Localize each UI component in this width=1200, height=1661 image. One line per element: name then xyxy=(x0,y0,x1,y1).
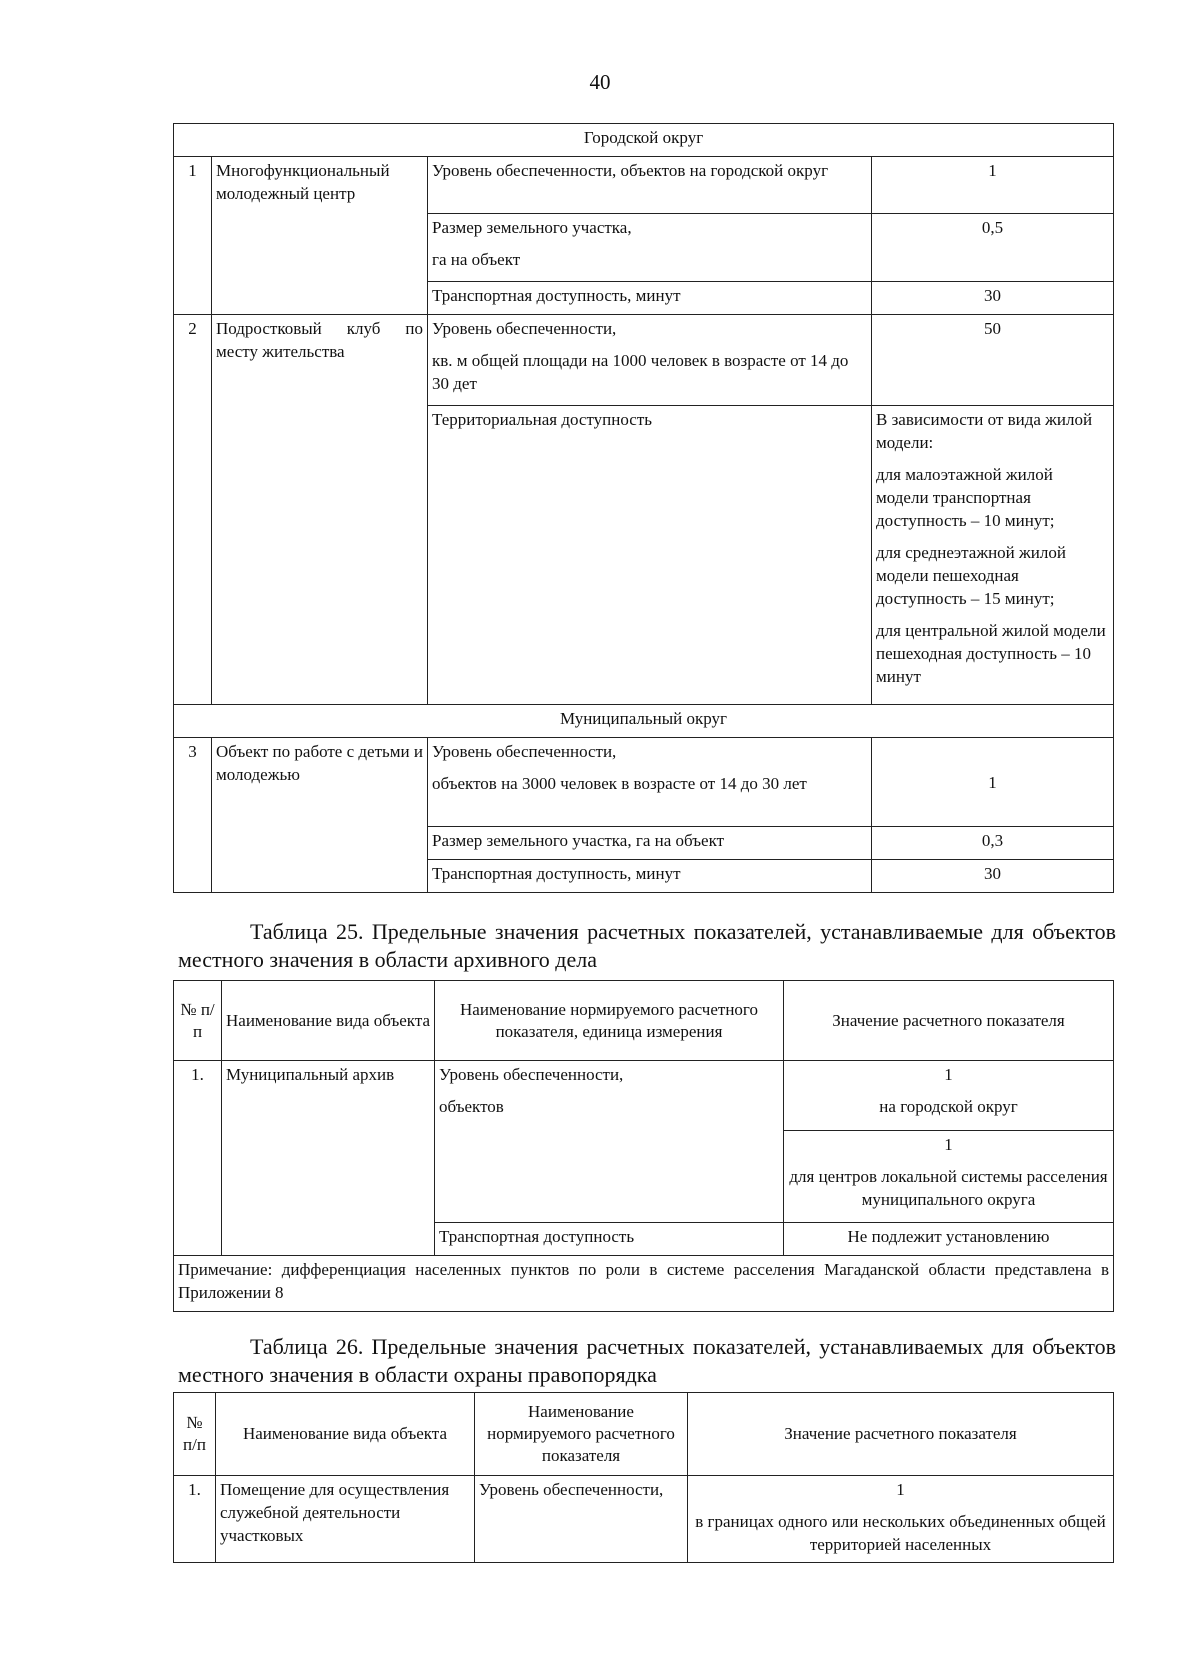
header-number: № п/п xyxy=(174,1393,216,1476)
indicator xyxy=(428,315,872,406)
value-text: на городской округ xyxy=(879,1097,1018,1116)
indicator xyxy=(428,738,872,827)
header-number: № п/п xyxy=(174,981,222,1061)
header-value: Значение расчетного показателя xyxy=(688,1393,1114,1476)
indicator: Транспортная доступность xyxy=(435,1223,784,1256)
header-indicator: Наименование нормируемого расчетного показателя, единица измерения xyxy=(435,981,784,1061)
object-name: Муниципальный архив xyxy=(222,1061,435,1256)
header-value: Значение расчетного показателя xyxy=(784,981,1114,1061)
object-name: Многофункциональный молодежный центр xyxy=(212,157,428,315)
value-number: 1 xyxy=(944,1065,953,1084)
indicator-value: 30 xyxy=(872,860,1114,893)
table-26 xyxy=(173,1392,1114,1563)
indicator xyxy=(435,1061,784,1223)
band-municipal-district: Муниципальный округ xyxy=(174,705,1114,738)
row-number: 3 xyxy=(174,738,212,893)
object-name xyxy=(212,315,428,705)
indicator-line: кв. м общей площади на 1000 человек в возрасте от 14 до 30 дет xyxy=(432,351,849,393)
indicator: Территориальная доступность xyxy=(428,406,872,705)
object-name: Объект по работе с детьми и молодежью xyxy=(212,738,428,893)
indicator-value-list xyxy=(872,406,1114,705)
value-paragraph: для малоэтажной жилой модели транспортная доступность – 10 минут; xyxy=(876,465,1055,530)
value-paragraph: для среднеэтажной жилой модели пешеходная доступность – 15 минут; xyxy=(876,543,1066,608)
indicator-line: Размер земельного участка, xyxy=(432,218,632,237)
page-number: 40 xyxy=(589,70,611,94)
header-indicator: Наименование нормируемого расчетного показателя xyxy=(475,1393,688,1476)
band-city-district: Городской округ xyxy=(174,124,1114,157)
indicator: Уровень обеспеченности, xyxy=(475,1476,688,1563)
indicator xyxy=(428,214,872,282)
value-paragraph: для центральной жилой модели пешеходная доступность – 10 минут xyxy=(876,621,1106,686)
indicator-line: объектов xyxy=(439,1097,504,1116)
indicator-value: 30 xyxy=(872,282,1114,315)
indicator-line: Уровень обеспеченности, xyxy=(432,319,617,338)
object-name-line: месту жительства xyxy=(216,342,345,361)
indicator-value xyxy=(784,1061,1114,1131)
value-number: 1 xyxy=(944,1135,953,1154)
value-number: 1 xyxy=(896,1480,905,1499)
row-number: 1. xyxy=(174,1476,216,1563)
header-object-name: Наименование вида объекта xyxy=(216,1393,475,1476)
row-number: 1 xyxy=(174,157,212,315)
header-object-name: Наименование вида объекта xyxy=(222,981,435,1061)
indicator-line: Уровень обеспеченности, xyxy=(432,742,617,761)
indicator-value: 0,5 xyxy=(872,214,1114,282)
row-number: 1. xyxy=(174,1061,222,1256)
indicator-value: 1 xyxy=(872,157,1114,214)
table-25-caption: Таблица 25. Предельные значения расчетных показателей, устанавливаемые для объектов местного значения в области архивного дела xyxy=(178,919,1116,972)
table-25 xyxy=(173,980,1114,1312)
indicator-value xyxy=(784,1131,1114,1223)
value-text: в границах одного или нескольких объединенных общей территорией населенных xyxy=(695,1512,1106,1554)
indicator: Уровень обеспеченности, объектов на городской округ xyxy=(428,157,872,214)
object-name: Помещение для осуществления служебной деятельности участковых xyxy=(216,1476,475,1563)
indicator-value: 50 xyxy=(872,315,1114,406)
table-26-caption: Таблица 26. Предельные значения расчетных показателей, устанавливаемых для объектов местного значения в области охраны правопорядка xyxy=(178,1334,1116,1387)
indicator-value: Не подлежит установлению xyxy=(784,1223,1114,1256)
value-paragraph: В зависимости от вида жилой модели: xyxy=(876,410,1093,452)
indicator: Транспортная доступность, минут xyxy=(428,860,872,893)
indicator-value: 1 xyxy=(872,738,1114,827)
value-text: для центров локальной системы расселения муниципального округа xyxy=(789,1167,1108,1209)
indicator-line: га на объект xyxy=(432,250,521,269)
object-name-line: Подростковый клуб по xyxy=(216,319,423,338)
table-24-continued xyxy=(173,123,1114,893)
table-note: Примечание: дифференциация населенных пунктов по роли в системе расселения Магаданской области представлена в Приложении 8 xyxy=(174,1256,1114,1312)
indicator-value xyxy=(688,1476,1114,1563)
row-number: 2 xyxy=(174,315,212,705)
indicator: Транспортная доступность, минут xyxy=(428,282,872,315)
indicator-value: 0,3 xyxy=(872,827,1114,860)
indicator-line: объектов на 3000 человек в возрасте от 14 до 30 лет xyxy=(432,774,807,793)
indicator: Размер земельного участка, га на объект xyxy=(428,827,872,860)
indicator-line: Уровень обеспеченности, xyxy=(439,1065,624,1084)
